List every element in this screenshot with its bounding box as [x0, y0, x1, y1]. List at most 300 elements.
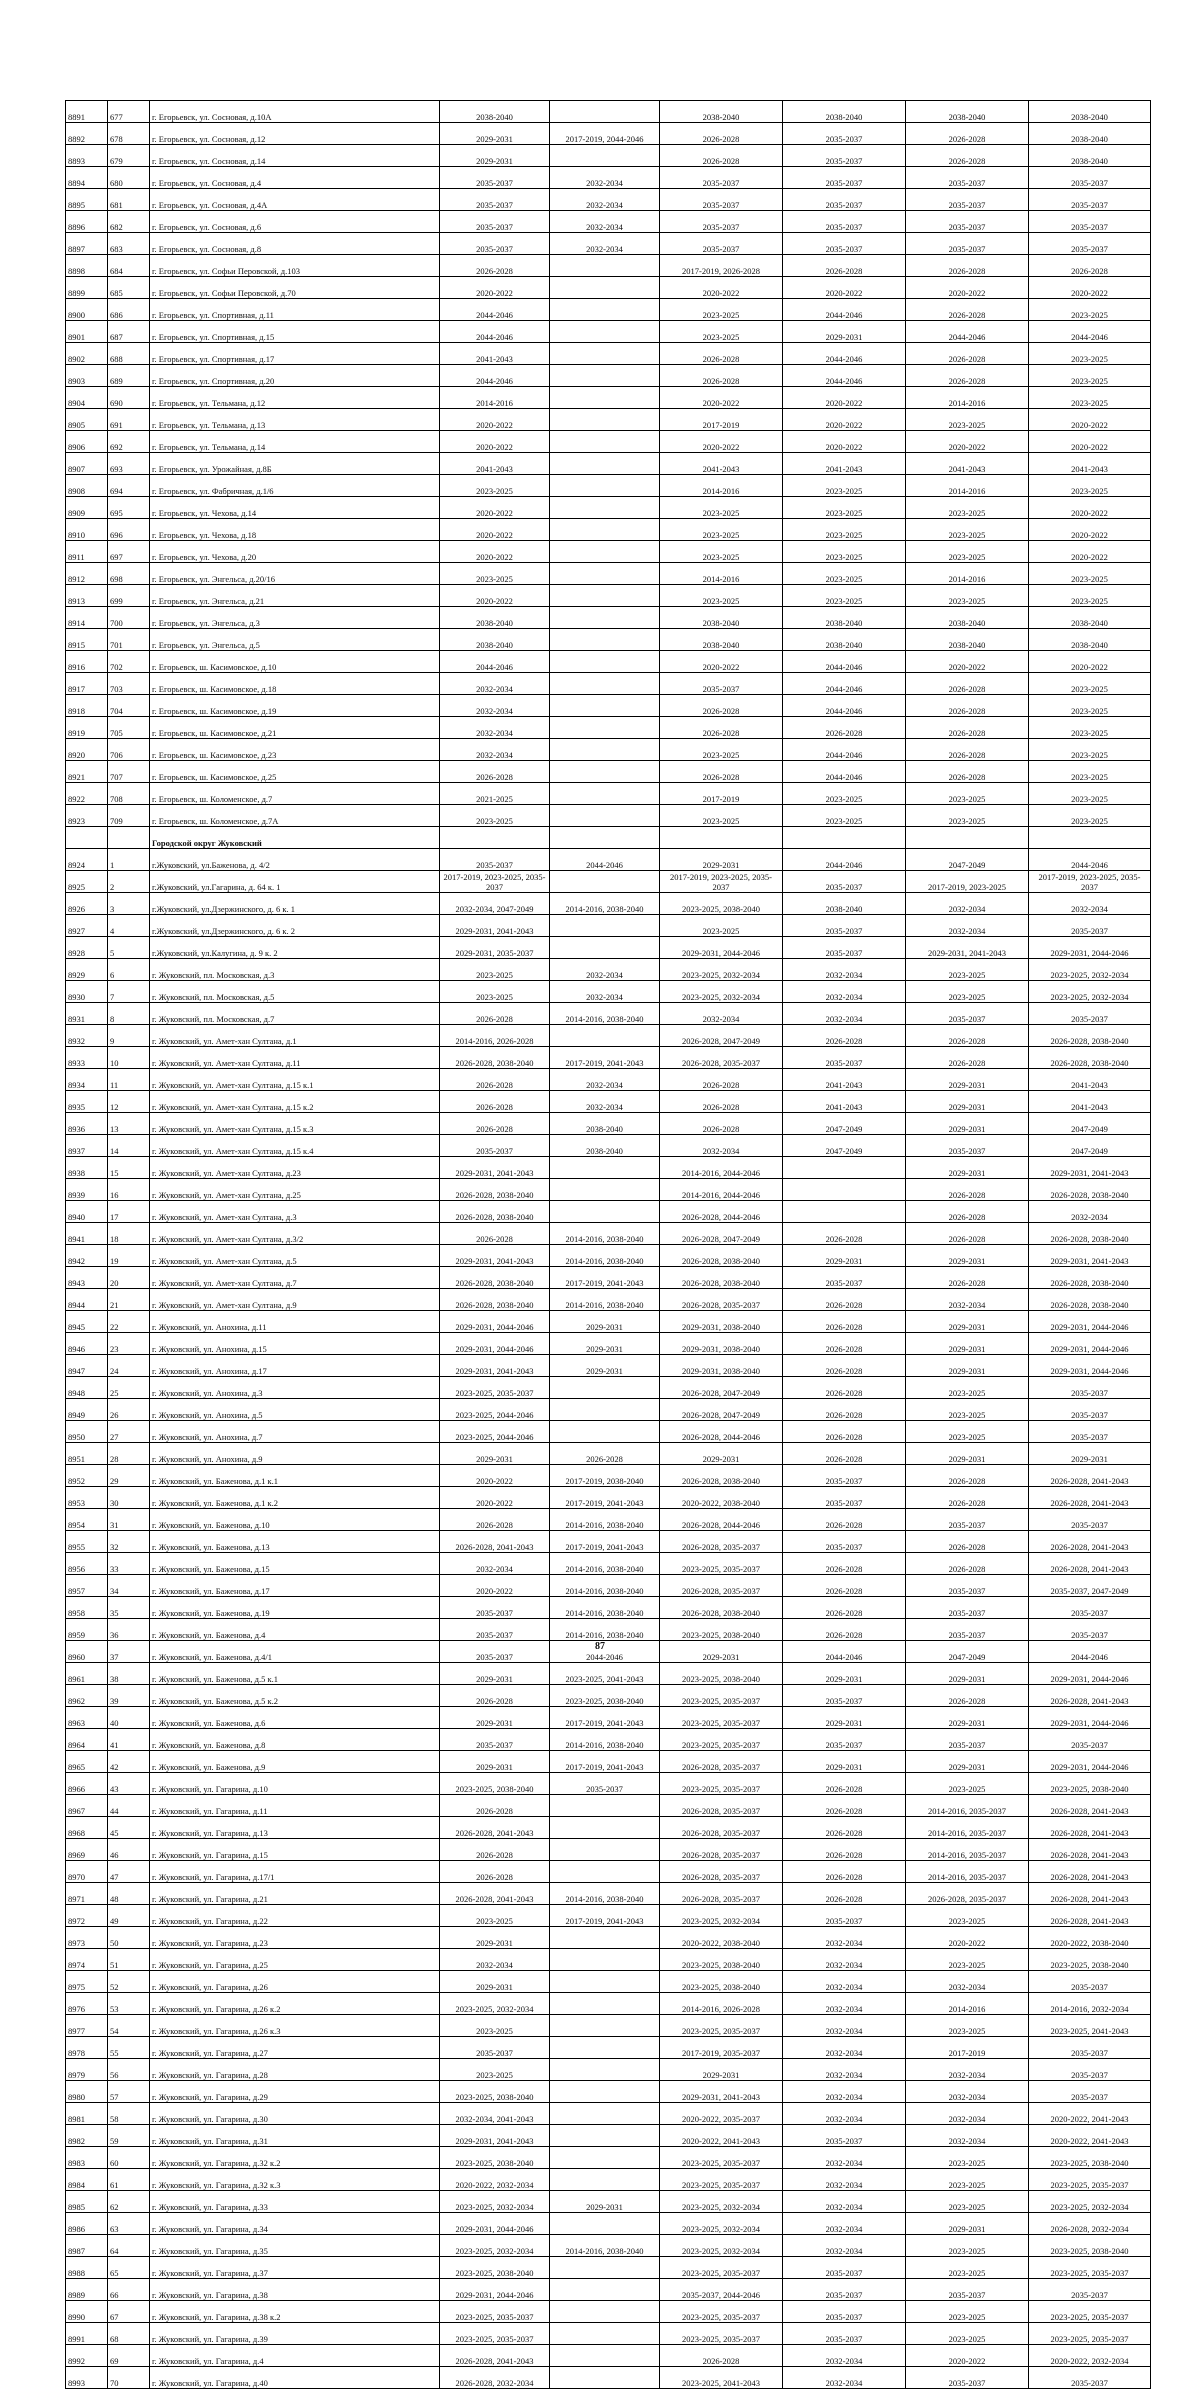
table-cell: 2017-2019, 2041-2043 [550, 1267, 660, 1289]
table-cell: 2032-2034 [783, 1993, 906, 2015]
table-cell: 2026-2028, 2038-2040 [660, 1267, 783, 1289]
table-cell: 2029-2031 [906, 1245, 1029, 1267]
table-cell: 8942 [66, 1245, 108, 1267]
table-row [66, 805, 1151, 827]
table-cell: г. Жуковский, ул. Гагарина, д.28 [150, 2059, 440, 2081]
table-cell: 8956 [66, 1553, 108, 1575]
table-cell: 2023-2025 [660, 805, 783, 827]
table-cell: 39 [108, 1685, 150, 1707]
table-cell: 2032-2034 [550, 233, 660, 255]
table-cell: г. Жуковский, ул. Анохина, д.9 [150, 1443, 440, 1465]
table-cell: г. Жуковский, ул. Баженова, д.19 [150, 1597, 440, 1619]
table-cell: 2026-2028 [440, 255, 550, 277]
table-cell: 2026-2028, 2038-2040 [440, 1267, 550, 1289]
table-cell: г. Жуковский, ул. Анохина, д.11 [150, 1311, 440, 1333]
table-cell: 2026-2028, 2035-2037 [660, 1751, 783, 1773]
table-cell: г. Жуковский, ул. Амет-хан Султана, д.5 [150, 1245, 440, 1267]
table-cell [550, 1795, 660, 1817]
table-cell: 2023-2025 [906, 409, 1029, 431]
table-cell: 8983 [66, 2147, 108, 2169]
table-cell: 2023-2025, 2035-2037 [660, 2323, 783, 2345]
table-cell: 700 [108, 607, 150, 629]
table-cell: 2026-2028, 2041-2043 [1029, 1487, 1151, 1509]
table-cell: 2023-2025 [906, 2191, 1029, 2213]
table-cell: г.Жуковский, ул.Баженова, д. 4/2 [150, 849, 440, 871]
table-row [66, 937, 1151, 959]
table-cell [550, 717, 660, 739]
table-cell: 2035-2037 [783, 145, 906, 167]
table-cell: 2023-2025 [906, 2147, 1029, 2169]
table-cell: 2017-2019, 2041-2043 [550, 1047, 660, 1069]
table-cell: 2038-2040 [440, 101, 550, 123]
table-cell: 2020-2022 [660, 651, 783, 673]
table-cell: 682 [108, 211, 150, 233]
table-cell: г. Жуковский, ул. Баженова, д.10 [150, 1509, 440, 1531]
table-cell: 2026-2028 [906, 1223, 1029, 1245]
table-cell: 2035-2037 [783, 233, 906, 255]
table-cell: 2020-2022 [1029, 497, 1151, 519]
table-cell: 2023-2025 [440, 2059, 550, 2081]
table-cell: 16 [108, 1179, 150, 1201]
table-cell: 2032-2034 [906, 915, 1029, 937]
table-cell: 2026-2028 [906, 1179, 1029, 1201]
table-cell: 8904 [66, 387, 108, 409]
table-cell: 2035-2037 [783, 211, 906, 233]
table-cell: 8897 [66, 233, 108, 255]
table-cell: 2023-2025, 2038-2040 [1029, 1773, 1151, 1795]
table-cell: 2020-2022, 2038-2040 [660, 1927, 783, 1949]
table-cell: г. Жуковский, ул. Баженова, д.15 [150, 1553, 440, 1575]
table-cell: 8976 [66, 1993, 108, 2015]
table-cell: 2044-2046 [1029, 321, 1151, 343]
table-cell: г. Жуковский, ул. Баженова, д.4 [150, 1619, 440, 1641]
table-cell: 2026-2028 [440, 761, 550, 783]
table-cell: 2035-2037 [1029, 2367, 1151, 2389]
table-cell: 680 [108, 167, 150, 189]
table-cell: г. Егорьевск, ул. Спортивная, д.20 [150, 365, 440, 387]
table-cell: 2026-2028 [906, 299, 1029, 321]
table-row [66, 1663, 1151, 1685]
table-cell: 2029-2031, 2044-2046 [1029, 1355, 1151, 1377]
table-cell: 2023-2025, 2035-2037 [1029, 2169, 1151, 2191]
table-row [66, 321, 1151, 343]
table-cell: 8961 [66, 1663, 108, 1685]
table-cell: 8930 [66, 981, 108, 1003]
table-cell: 2026-2028 [906, 1465, 1029, 1487]
table-row [66, 1091, 1151, 1113]
table-cell: 2026-2028 [783, 1883, 906, 1905]
table-row [66, 1201, 1151, 1223]
table-cell: 2026-2028, 2047-2049 [660, 1399, 783, 1421]
table-cell: 8941 [66, 1223, 108, 1245]
table-cell: 2026-2028 [906, 1201, 1029, 1223]
table-cell: 8963 [66, 1707, 108, 1729]
table-cell: 2035-2037 [783, 189, 906, 211]
table-row [66, 1817, 1151, 1839]
table-cell: 2020-2022 [783, 431, 906, 453]
table-cell: 2032-2034 [783, 2367, 906, 2389]
table-cell: 2023-2025, 2044-2046 [440, 1399, 550, 1421]
table-cell: 2026-2028, 2038-2040 [440, 1179, 550, 1201]
table-cell: 2026-2028, 2032-2034 [1029, 2213, 1151, 2235]
table-cell [906, 827, 1029, 849]
table-cell: 2017-2019, 2044-2046 [550, 123, 660, 145]
table-cell: 2038-2040 [1029, 101, 1151, 123]
table-cell: 692 [108, 431, 150, 453]
table-cell: 2026-2028, 2041-2043 [1029, 1817, 1151, 1839]
table-cell: 23 [108, 1333, 150, 1355]
table-cell: 2035-2037 [783, 871, 906, 893]
table-cell: 698 [108, 563, 150, 585]
table-cell: 2014-2016, 2044-2046 [660, 1179, 783, 1201]
table-row [66, 2037, 1151, 2059]
table-cell: 44 [108, 1795, 150, 1817]
table-cell: г. Жуковский, ул. Амет-хан Султана, д.25 [150, 1179, 440, 1201]
table-cell: 8946 [66, 1333, 108, 1355]
table-cell: 2035-2037 [906, 1575, 1029, 1597]
table-cell: г. Жуковский, ул. Баженова, д.8 [150, 1729, 440, 1751]
table-cell: г. Егорьевск, ул. Чехова, д.18 [150, 519, 440, 541]
table-cell: 2023-2025 [906, 2169, 1029, 2191]
table-cell: 2023-2025 [906, 2323, 1029, 2345]
table-cell: г. Егорьевск, ш. Коломенское, д.7 [150, 783, 440, 805]
table-cell: 2026-2028 [660, 123, 783, 145]
table-cell: 2041-2043 [783, 1069, 906, 1091]
table-cell: 35 [108, 1597, 150, 1619]
table-cell: 2026-2028 [783, 1025, 906, 1047]
table-cell: 2029-2031 [783, 1245, 906, 1267]
table-cell: 2014-2016 [906, 563, 1029, 585]
table-cell: 54 [108, 2015, 150, 2037]
table-cell: 2035-2037 [1029, 233, 1151, 255]
table-cell: 2021-2025 [440, 783, 550, 805]
table-cell: 2029-2031, 2044-2046 [440, 1311, 550, 1333]
table-cell: 2032-2034 [906, 2125, 1029, 2147]
table-cell: г. Жуковский, ул. Гагарина, д.40 [150, 2367, 440, 2389]
table-cell: 2020-2022 [906, 277, 1029, 299]
table-cell: 2032-2034 [550, 211, 660, 233]
table-cell: г. Жуковский, пл. Московская, д.3 [150, 959, 440, 981]
table-cell: 2047-2049 [1029, 1113, 1151, 1135]
table-cell: 2035-2037 [1029, 2059, 1151, 2081]
table-cell: 8907 [66, 453, 108, 475]
table-cell [550, 541, 660, 563]
table-cell: 2026-2028 [906, 1553, 1029, 1575]
table-cell: 8967 [66, 1795, 108, 1817]
table-cell: 2032-2034 [783, 2345, 906, 2367]
table-cell: 2023-2025 [660, 321, 783, 343]
table-cell: 2026-2028 [906, 717, 1029, 739]
table-cell [550, 1201, 660, 1223]
table-cell: 2014-2016, 2038-2040 [550, 1729, 660, 1751]
table-row [66, 1751, 1151, 1773]
table-cell: 11 [108, 1069, 150, 1091]
table-row [66, 1289, 1151, 1311]
table-row [66, 2015, 1151, 2037]
table-cell: 2023-2025, 2035-2037 [1029, 2257, 1151, 2279]
table-cell: 2029-2031 [440, 1663, 550, 1685]
table-cell: 2044-2046 [440, 321, 550, 343]
table-cell: 2026-2028 [906, 1267, 1029, 1289]
table-cell: 2026-2028 [783, 1399, 906, 1421]
table-cell: 8902 [66, 343, 108, 365]
table-cell: Городской округ Жуковский [150, 827, 440, 849]
table-cell: 2044-2046 [440, 365, 550, 387]
table-cell: 8947 [66, 1355, 108, 1377]
table-cell [550, 783, 660, 805]
table-cell: г. Егорьевск, ш. Коломенское, д.7А [150, 805, 440, 827]
table-cell: 45 [108, 1817, 150, 1839]
table-cell: 2023-2025, 2035-2037 [1029, 2301, 1151, 2323]
table-cell: 2023-2025 [660, 519, 783, 541]
table-cell: 9 [108, 1025, 150, 1047]
table-cell [550, 321, 660, 343]
table-cell: 8908 [66, 475, 108, 497]
table-cell: 2014-2016, 2038-2040 [550, 1245, 660, 1267]
table-row [66, 1531, 1151, 1553]
table-row [66, 563, 1151, 585]
table-cell: 2035-2037 [783, 937, 906, 959]
table-cell: 2029-2031 [660, 2059, 783, 2081]
table-cell: 2026-2028, 2047-2049 [660, 1223, 783, 1245]
table-cell: 2026-2028 [783, 1619, 906, 1641]
table-cell: 2020-2022 [1029, 431, 1151, 453]
table-cell: 2029-2031 [783, 321, 906, 343]
table-cell [550, 1971, 660, 1993]
table-cell: 2035-2037 [783, 1729, 906, 1751]
table-cell: 2032-2034 [440, 695, 550, 717]
table-cell: 2032-2034 [783, 1927, 906, 1949]
table-cell: 8934 [66, 1069, 108, 1091]
table-cell: 2023-2025, 2035-2037 [440, 1377, 550, 1399]
table-cell: 2026-2028, 2038-2040 [440, 1201, 550, 1223]
table-cell: 8900 [66, 299, 108, 321]
table-cell: 2029-2031 [906, 1069, 1029, 1091]
table-cell: 2026-2028 [550, 1443, 660, 1465]
table-cell: 2026-2028, 2044-2046 [660, 1201, 783, 1223]
table-row [66, 2213, 1151, 2235]
table-cell: 2041-2043 [440, 453, 550, 475]
table-cell: 2026-2028 [660, 717, 783, 739]
table-cell: 2020-2022, 2032-2034 [440, 2169, 550, 2191]
table-cell: 8986 [66, 2213, 108, 2235]
table-cell: 8979 [66, 2059, 108, 2081]
table-cell: 2026-2028, 2038-2040 [1029, 1179, 1151, 1201]
table-cell: 2035-2037 [783, 123, 906, 145]
table-cell: г. Жуковский, ул. Баженова, д.6 [150, 1707, 440, 1729]
table-row [66, 1575, 1151, 1597]
table-cell: 66 [108, 2279, 150, 2301]
table-cell [550, 673, 660, 695]
table-cell: 8953 [66, 1487, 108, 1509]
table-cell: 2023-2025, 2035-2037 [660, 2301, 783, 2323]
table-cell: 2020-2022 [440, 585, 550, 607]
table-cell: 2035-2037 [1029, 167, 1151, 189]
table-cell: г. Жуковский, ул. Баженова, д.5 к.2 [150, 1685, 440, 1707]
table-cell: 2041-2043 [1029, 1069, 1151, 1091]
table-cell: г. Жуковский, ул. Гагарина, д.26 к.3 [150, 2015, 440, 2037]
table-cell: 695 [108, 497, 150, 519]
table-cell: 2023-2025 [906, 805, 1029, 827]
table-cell: 2029-2031, 2044-2046 [660, 937, 783, 959]
table-cell: 2032-2034 [440, 1553, 550, 1575]
table-cell: 8960 [66, 1641, 108, 1663]
table-cell: 697 [108, 541, 150, 563]
table-cell: г. Жуковский, ул. Гагарина, д.29 [150, 2081, 440, 2103]
table-cell: 55 [108, 2037, 150, 2059]
table-cell: 2026-2028, 2041-2043 [440, 1817, 550, 1839]
table-cell: г. Жуковский, ул. Амет-хан Султана, д.23 [150, 1157, 440, 1179]
table-cell [550, 805, 660, 827]
table-cell: г. Егорьевск, ш. Касимовское, д.19 [150, 695, 440, 717]
table-cell: 4 [108, 915, 150, 937]
table-cell: 2017-2019 [906, 2037, 1029, 2059]
table-cell [550, 915, 660, 937]
table-cell: 59 [108, 2125, 150, 2147]
table-cell [550, 2125, 660, 2147]
table-cell: 2032-2034 [783, 2037, 906, 2059]
table-cell: 2029-2031 [906, 1311, 1029, 1333]
table-cell: 61 [108, 2169, 150, 2191]
table-cell: 2020-2022 [660, 277, 783, 299]
table-cell: 2029-2031, 2041-2043 [660, 2081, 783, 2103]
table-cell: 2020-2022 [440, 497, 550, 519]
table-cell: 2026-2028, 2047-2049 [660, 1025, 783, 1047]
table-cell: 2023-2025, 2038-2040 [550, 1685, 660, 1707]
table-cell: г. Жуковский, ул. Баженова, д.9 [150, 1751, 440, 1773]
table-cell: 2023-2025 [906, 585, 1029, 607]
table-cell: 2029-2031 [440, 123, 550, 145]
table-cell: 2032-2034 [783, 2169, 906, 2191]
table-cell: 2035-2037 [440, 1135, 550, 1157]
table-cell: 708 [108, 783, 150, 805]
table-cell: г. Жуковский, ул. Гагарина, д.32 к.3 [150, 2169, 440, 2191]
table-cell: 2041-2043 [1029, 1091, 1151, 1113]
table-cell: 2035-2037 [440, 1597, 550, 1619]
table-cell: 2044-2046 [783, 695, 906, 717]
table-cell: 2026-2028 [783, 1839, 906, 1861]
table-row [66, 277, 1151, 299]
table-cell: 2032-2034 [783, 981, 906, 1003]
table-cell: 2032-2034 [783, 1003, 906, 1025]
table-cell: 2035-2037 [660, 233, 783, 255]
table-cell: 2029-2031 [906, 1751, 1029, 1773]
table-cell [550, 2081, 660, 2103]
document-sheet [65, 100, 1150, 2389]
table-row [66, 2279, 1151, 2301]
table-cell [550, 497, 660, 519]
table-cell [550, 1839, 660, 1861]
table-cell: 2023-2025, 2038-2040 [660, 893, 783, 915]
table-row [66, 343, 1151, 365]
table-cell: 8945 [66, 1311, 108, 1333]
table-cell [550, 2323, 660, 2345]
table-cell: 2023-2025, 2032-2034 [440, 1993, 550, 2015]
table-cell: 2023-2025 [440, 563, 550, 585]
table-cell: 2035-2037 [440, 211, 550, 233]
table-cell: г. Жуковский, пл. Московская, д.5 [150, 981, 440, 1003]
table-cell: 17 [108, 1201, 150, 1223]
table-cell: 2023-2025 [906, 1905, 1029, 1927]
table-cell: 8892 [66, 123, 108, 145]
table-cell: 2026-2028 [906, 673, 1029, 695]
table-cell: 2038-2040 [660, 101, 783, 123]
table-cell [550, 1949, 660, 1971]
table-row [66, 1355, 1151, 1377]
table-cell: 2014-2016, 2038-2040 [550, 1575, 660, 1597]
table-cell: 2023-2025, 2038-2040 [660, 1971, 783, 1993]
table-cell [440, 827, 550, 849]
table-cell: 2023-2025, 2038-2040 [660, 1619, 783, 1641]
table-cell: 2023-2025, 2035-2037 [660, 1773, 783, 1795]
table-row [66, 2367, 1151, 2389]
table-cell: 2038-2040 [1029, 123, 1151, 145]
table-cell: 2029-2031 [550, 1355, 660, 1377]
page-number: 87 [595, 1641, 605, 1652]
table-cell: г. Егорьевск, ул. Энгельса, д.5 [150, 629, 440, 651]
table-cell: г. Егорьевск, ул. Спортивная, д.11 [150, 299, 440, 321]
table-cell: 64 [108, 2235, 150, 2257]
table-row [66, 1333, 1151, 1355]
table-cell: 2023-2025, 2038-2040 [660, 1663, 783, 1685]
table-cell: 2041-2043 [1029, 453, 1151, 475]
table-cell [550, 2257, 660, 2279]
table-cell: 2029-2031 [440, 1971, 550, 1993]
table-cell: 2023-2025 [1029, 475, 1151, 497]
table-cell: 2026-2028, 2041-2043 [1029, 1883, 1151, 1905]
table-cell: 8894 [66, 167, 108, 189]
table-cell: 13 [108, 1113, 150, 1135]
table-cell: 703 [108, 673, 150, 695]
table-cell: 2035-2037 [906, 233, 1029, 255]
table-cell: 2023-2025, 2035-2037 [1029, 2323, 1151, 2345]
table-cell: 2023-2025, 2041-2043 [1029, 2015, 1151, 2037]
table-row [66, 497, 1151, 519]
table-cell: 2023-2025 [906, 1377, 1029, 1399]
table-cell: 2044-2046 [783, 673, 906, 695]
table-cell: 2035-2037 [783, 1531, 906, 1553]
table-cell [550, 651, 660, 673]
table-cell: 2023-2025, 2035-2037 [660, 2015, 783, 2037]
table-row [66, 1619, 1151, 1641]
table-cell: г. Жуковский, ул. Баженова, д.17 [150, 1575, 440, 1597]
table-cell: 2029-2031, 2041-2043 [1029, 1245, 1151, 1267]
table-cell: 8899 [66, 277, 108, 299]
table-cell: 49 [108, 1905, 150, 1927]
table-cell: 14 [108, 1135, 150, 1157]
table-cell: 2023-2025, 2035-2037 [660, 2257, 783, 2279]
table-cell: 2023-2025 [906, 541, 1029, 563]
table-cell: 29 [108, 1465, 150, 1487]
table-cell: г. Жуковский, ул. Гагарина, д.11 [150, 1795, 440, 1817]
table-cell: 65 [108, 2257, 150, 2279]
table-cell: 8965 [66, 1751, 108, 1773]
table-cell: 2032-2034 [440, 717, 550, 739]
table-cell: 2032-2034 [906, 2103, 1029, 2125]
table-cell: г. Егорьевск, ш. Касимовское, д.18 [150, 673, 440, 695]
table-cell: 2032-2034 [550, 1091, 660, 1113]
table-cell: 2023-2025 [1029, 739, 1151, 761]
table-cell: г. Жуковский, ул. Гагарина, д.26 [150, 1971, 440, 1993]
table-cell: 2029-2031, 2041-2043 [906, 937, 1029, 959]
table-cell: 2026-2028, 2035-2037 [660, 1047, 783, 1069]
table-cell: г. Жуковский, ул. Гагарина, д.39 [150, 2323, 440, 2345]
table-cell: 706 [108, 739, 150, 761]
table-cell: 8957 [66, 1575, 108, 1597]
table-cell: г. Егорьевск, ул. Сосновая, д.10А [150, 101, 440, 123]
table-cell: 6 [108, 959, 150, 981]
table-cell: 2026-2028 [440, 1795, 550, 1817]
